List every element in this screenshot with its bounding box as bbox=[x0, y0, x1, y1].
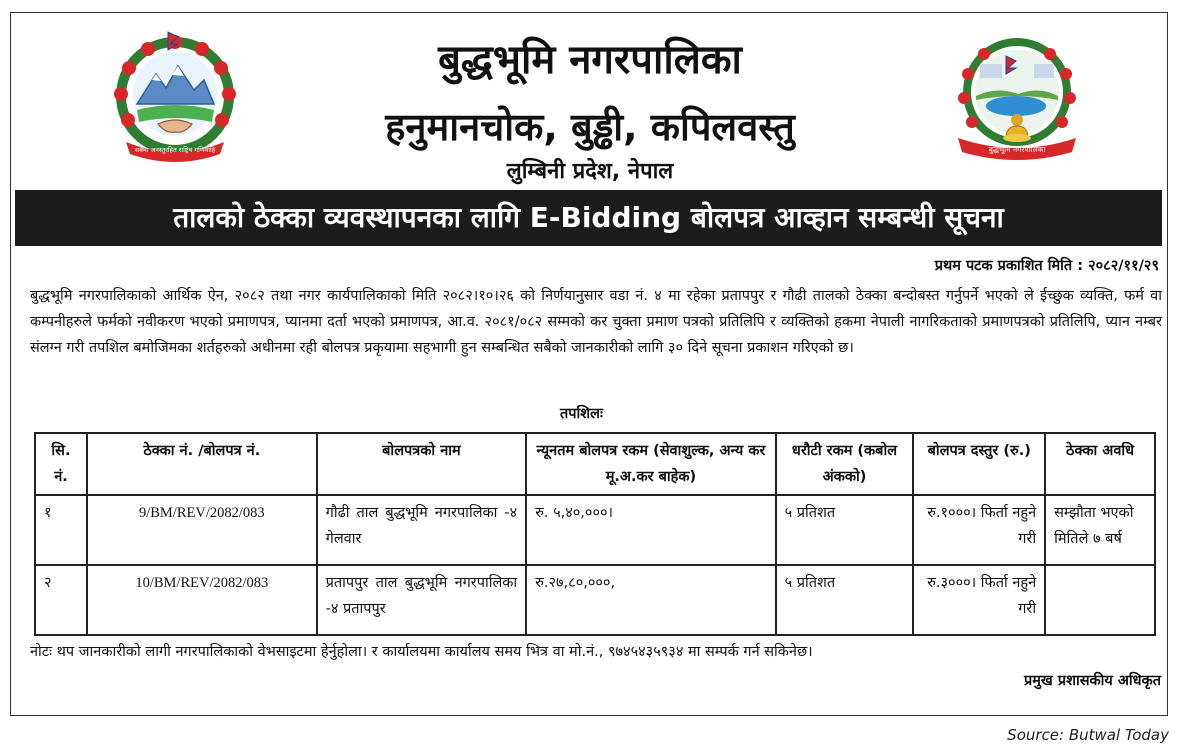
col-header-bid-name: बोलपत्रको नाम bbox=[317, 433, 527, 495]
cell-fee: रु.१०००। फिर्ता नहुने गरी bbox=[913, 495, 1045, 565]
source-credit: Source: Butwal Today bbox=[1007, 726, 1169, 744]
col-header-deposit: धरौटी रकम (कबोल अंकको) bbox=[776, 433, 914, 495]
cell-period bbox=[1045, 565, 1155, 635]
cell-deposit: ५ प्रतिशत bbox=[776, 565, 914, 635]
table-header-row bbox=[35, 433, 1155, 495]
col-header-period: ठेक्का अवधि bbox=[1045, 433, 1155, 495]
cell-contract-no: 9/BM/REV/2082/083 bbox=[87, 495, 317, 565]
cell-period: सम्झौता भएको मितिले ७ बर्ष bbox=[1045, 495, 1155, 565]
cell-sn: १ bbox=[35, 495, 87, 565]
right-emblem-name: बुद्धभूमि नगरपालिका bbox=[988, 145, 1046, 154]
notice-body-paragraph: बुद्धभूमि नगरपालिकाको आर्थिक ऐन, २०८२ तथा नगर कार्यपालिकाको मिति २०८२।१०।२६ को निर्णयानुसार वडा नं. ४ मा रहेका प्रतापपुर र गौढी तालको ठेक्का बन्दोबस्त गर्नुपर्ने भएको ले ईच्छुक व्यक्ति, फर्म वा कम्पनीहरुले फर्मको नवीकरण भएको प्रमाणपत्र, प्यानमा दर्ता भएको प्रमाणपत्र, आ.व. २०८१/०८२ सम्मको कर चुक्ता प्रमाण पत्रको प्रतिलिपि र व्यक्तिको हकमा नेपाली नागरिकताको प्रमाणपत्रको प्रतिलिपि, प्यान नम्बर संलग्न गरी तपशिल बमोजिमका शर्तहरुको अधीनमा रही बोलपत्र प्रकृयामा सहभागी हुन सम्बन्धित सबैको जानकारीको लागि ३० दिने सूचना प्रकाशन गरिएको छ। bbox=[30, 288, 1162, 356]
cell-deposit: ५ प्रतिशत bbox=[776, 495, 914, 565]
first-published-date: प्रथम पटक प्रकाशित मिति : २०८२/११/२९ bbox=[934, 258, 1159, 274]
municipality-logo-emblem bbox=[946, 34, 1088, 164]
contact-note: नोटः थप जानकारीको लागी नगरपालिकाको वेभसाइटमा हेर्नुहोला। र कार्यालयमा कार्यालय समय भित्र वा मो.नं., ९७४५४३५९३४ मा सम्पर्क गर्न सकिनेछ। bbox=[30, 644, 813, 660]
cell-fee: रु.३०००। फिर्ता नहुने गरी bbox=[913, 565, 1045, 635]
cell-min-amount: रु. ५,४०,०००। bbox=[526, 495, 775, 565]
schedule-heading: तपशिलः bbox=[560, 406, 603, 422]
cell-contract-no: 10/BM/REV/2082/083 bbox=[87, 565, 317, 635]
cell-min-amount: रु.२७,८०,०००, bbox=[526, 565, 775, 635]
left-emblem-motto: सबैमा जनस्तुरहित राष्ट्रिय गणिमाहि bbox=[134, 146, 216, 154]
col-header-min-amount: न्यूनतम बोलपत्र रकम (सेवाशुल्क, अन्य कर मू.अ.कर बाहेक) bbox=[526, 433, 775, 495]
notice-banner-title: तालको ठेक्का व्यवस्थापनका लागि E-Bidding बोलपत्र आव्हान सम्बन्धी सूचना bbox=[15, 190, 1162, 246]
province-country: लुम्बिनी प्रदेश, नेपाल bbox=[506, 159, 674, 184]
municipality-title: बुद्धभूमि नगरपालिका bbox=[438, 37, 742, 83]
municipality-address: हनुमानचोक, बुड्ढी, कपिलवस्तु bbox=[385, 105, 795, 149]
col-header-fee: बोलपत्र दस्तुर (रु.) bbox=[913, 433, 1045, 495]
bidding-schedule-table bbox=[34, 432, 1156, 636]
table-row bbox=[35, 565, 1155, 635]
col-header-contract-no: ठेक्का नं. /बोलपत्र नं. bbox=[87, 433, 317, 495]
cell-bid-name: गौढी ताल बुद्धभूमि नगरपालिका -४ गेलवार bbox=[317, 495, 527, 565]
nepal-coat-of-arms-emblem bbox=[104, 30, 246, 164]
signatory-title: प्रमुख प्रशासकीय अधिकृत bbox=[1024, 673, 1161, 689]
table-row bbox=[35, 495, 1155, 565]
col-header-sn: सि. नं. bbox=[35, 433, 87, 495]
cell-bid-name: प्रतापपुर ताल बुद्धभूमि नगरपालिका -४ प्रतापपुर bbox=[317, 565, 527, 635]
lake-icon bbox=[986, 96, 1046, 116]
cell-sn: २ bbox=[35, 565, 87, 635]
